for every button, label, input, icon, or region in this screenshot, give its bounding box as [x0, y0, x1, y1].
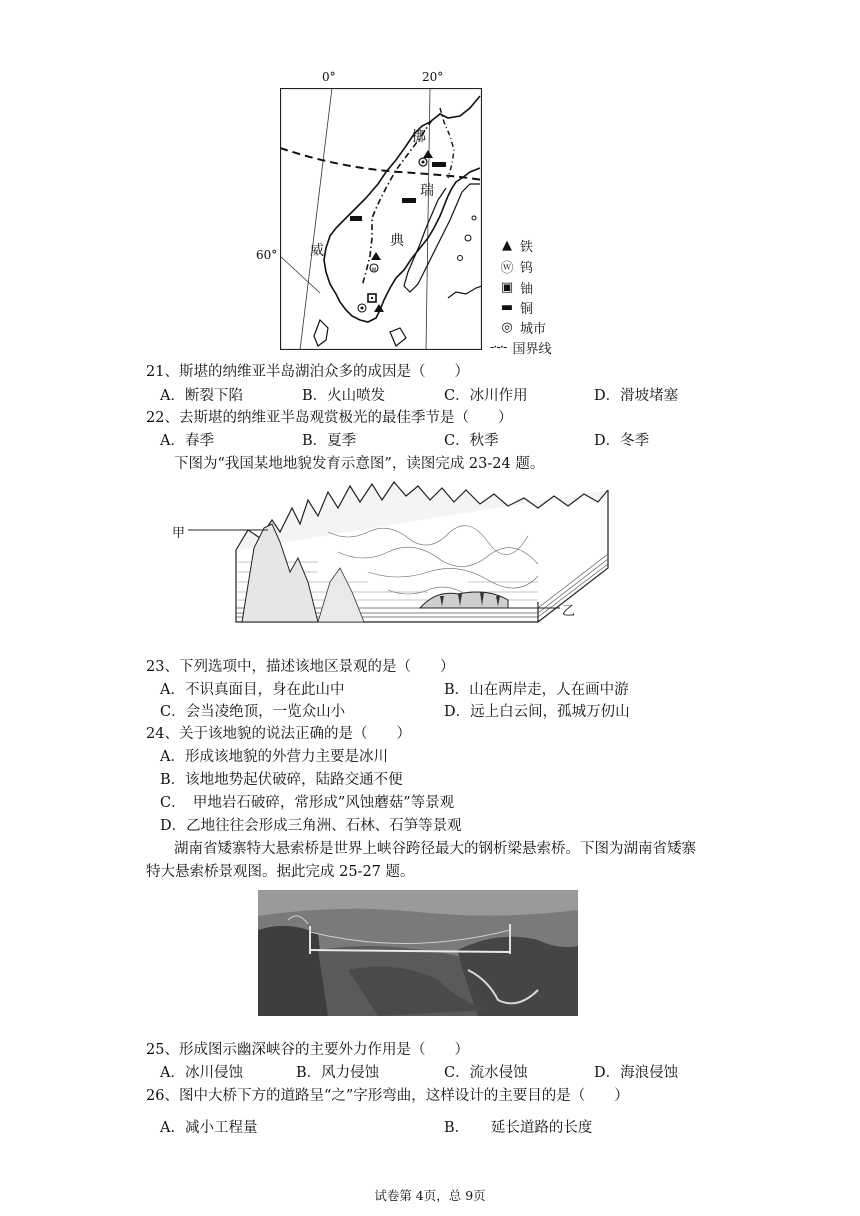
label-jia: 甲 — [172, 526, 186, 541]
q21-option-b: B．火山喷发 — [302, 388, 386, 404]
legend-uranium: ▣ 铀 — [500, 280, 534, 297]
lon-label-0: 0° — [322, 70, 336, 84]
q24-option-c: C． 甲地岩石破碎，常形成”风蚀蘑菇”等景观 — [160, 795, 455, 811]
triangle-icon: ▲ — [502, 238, 512, 253]
svg-text:w: w — [371, 266, 377, 273]
legend-border: -·-·- 国界线 — [490, 340, 552, 357]
sweden-label-1: 瑞 — [420, 183, 434, 199]
bar-icon: ▬ — [500, 300, 514, 315]
legend-tungsten: ⓦ 钨 — [500, 257, 533, 276]
q22-option-a: A．春季 — [160, 433, 214, 449]
q26-option-b: B． 延长道路的长度 — [444, 1120, 593, 1136]
question-25: 25、形成图示幽深峡谷的主要外力作用是（ ） — [146, 1042, 469, 1058]
karst-landform-diagram — [168, 472, 628, 642]
page-footer: 试卷第 4页，总 9页 — [374, 1188, 486, 1203]
norway-label-1: 挪 — [412, 129, 426, 145]
copper-symbol — [350, 216, 362, 221]
city-circle-icon: ◎ — [501, 320, 513, 335]
copper-symbol — [402, 198, 416, 203]
q24-option-d: D．乙地往往会形成三角洲、石林、石笋等景观 — [160, 818, 462, 834]
question-22: 22、去斯堪的纳维亚半岛观赏极光的最佳季节是（ ） — [146, 410, 513, 426]
q21-option-a: A．断裂下陷 — [160, 388, 243, 404]
aizhai-bridge-photo — [258, 890, 578, 1016]
question-21: 21、斯堪的纳维亚半岛湖泊众多的成因是（ ） — [146, 364, 469, 380]
q23-option-b: B．山在两岸走，人在画中游 — [444, 682, 629, 698]
q24-option-a: A．形成该地貌的外营力主要是冰川 — [160, 749, 388, 765]
q25-option-c: C．流水侵蚀 — [444, 1065, 528, 1081]
tungsten-circle-icon: ⓦ — [500, 261, 514, 276]
q21-option-c: C．冰川作用 — [444, 388, 528, 404]
legend-city: ◎ 城市 — [501, 320, 547, 337]
scandinavia-map — [280, 88, 482, 350]
q21-option-d: D．滑坡堵塞 — [594, 388, 679, 404]
square-dot-icon: ▣ — [500, 280, 514, 295]
q22-option-b: B．夏季 — [302, 433, 357, 449]
q25-option-a: A．冰川侵蚀 — [160, 1065, 243, 1081]
q23-option-a: A．不识真面目，身在此山中 — [160, 682, 345, 698]
q25-option-d: D．海浪侵蚀 — [594, 1065, 679, 1081]
intro-25-27-line1: 湖南省矮寨特大悬索桥是世界上峡谷跨径最大的钢析梁悬索桥。下图为湖南省矮寨 — [174, 841, 696, 857]
lon-label-20: 20° — [422, 70, 444, 84]
scandinavia-map-svg — [280, 88, 482, 350]
bridge-photo-svg — [258, 890, 578, 1016]
question-24: 24、关于该地貌的说法正确的是（ ） — [146, 726, 411, 742]
q24-option-b: B．该地地势起伏破碎，陆路交通不便 — [160, 772, 403, 788]
dashdot-line-icon: -·-·- — [490, 340, 507, 355]
norway-label-2: 威 — [310, 243, 324, 259]
legend-copper: ▬ 铜 — [500, 300, 534, 317]
intro-25-27-line2: 特大悬索桥景观图。据此完成 25-27 题。 — [146, 864, 415, 880]
q26-option-a: A．减小工程量 — [160, 1120, 258, 1136]
label-yi: 乙 — [562, 604, 576, 619]
question-23: 23、下列选项中，描述该地区景观的是（ ） — [146, 659, 455, 675]
copper-symbol — [432, 162, 446, 167]
legend-iron: ▲ 铁 — [502, 238, 534, 255]
sweden-label-2: 典 — [390, 233, 404, 249]
q25-option-b: B．风力侵蚀 — [296, 1065, 380, 1081]
intro-23-24: 下图为“我国某地地貌发育示意图”，读图完成 23-24 题。 — [174, 456, 545, 472]
q23-option-c: C．会当凌绝顶，一览众山小 — [160, 704, 346, 720]
question-26: 26、图中大桥下方的道路呈“之”字形弯曲，这样设计的主要目的是（ ） — [146, 1088, 629, 1104]
q23-option-d: D．远上白云间，孤城万仞山 — [444, 704, 630, 720]
karst-diagram-svg — [168, 472, 628, 642]
lat-label-60: 60° — [256, 248, 278, 262]
q22-option-d: D．冬季 — [594, 433, 650, 449]
q22-option-c: C．秋季 — [444, 433, 499, 449]
